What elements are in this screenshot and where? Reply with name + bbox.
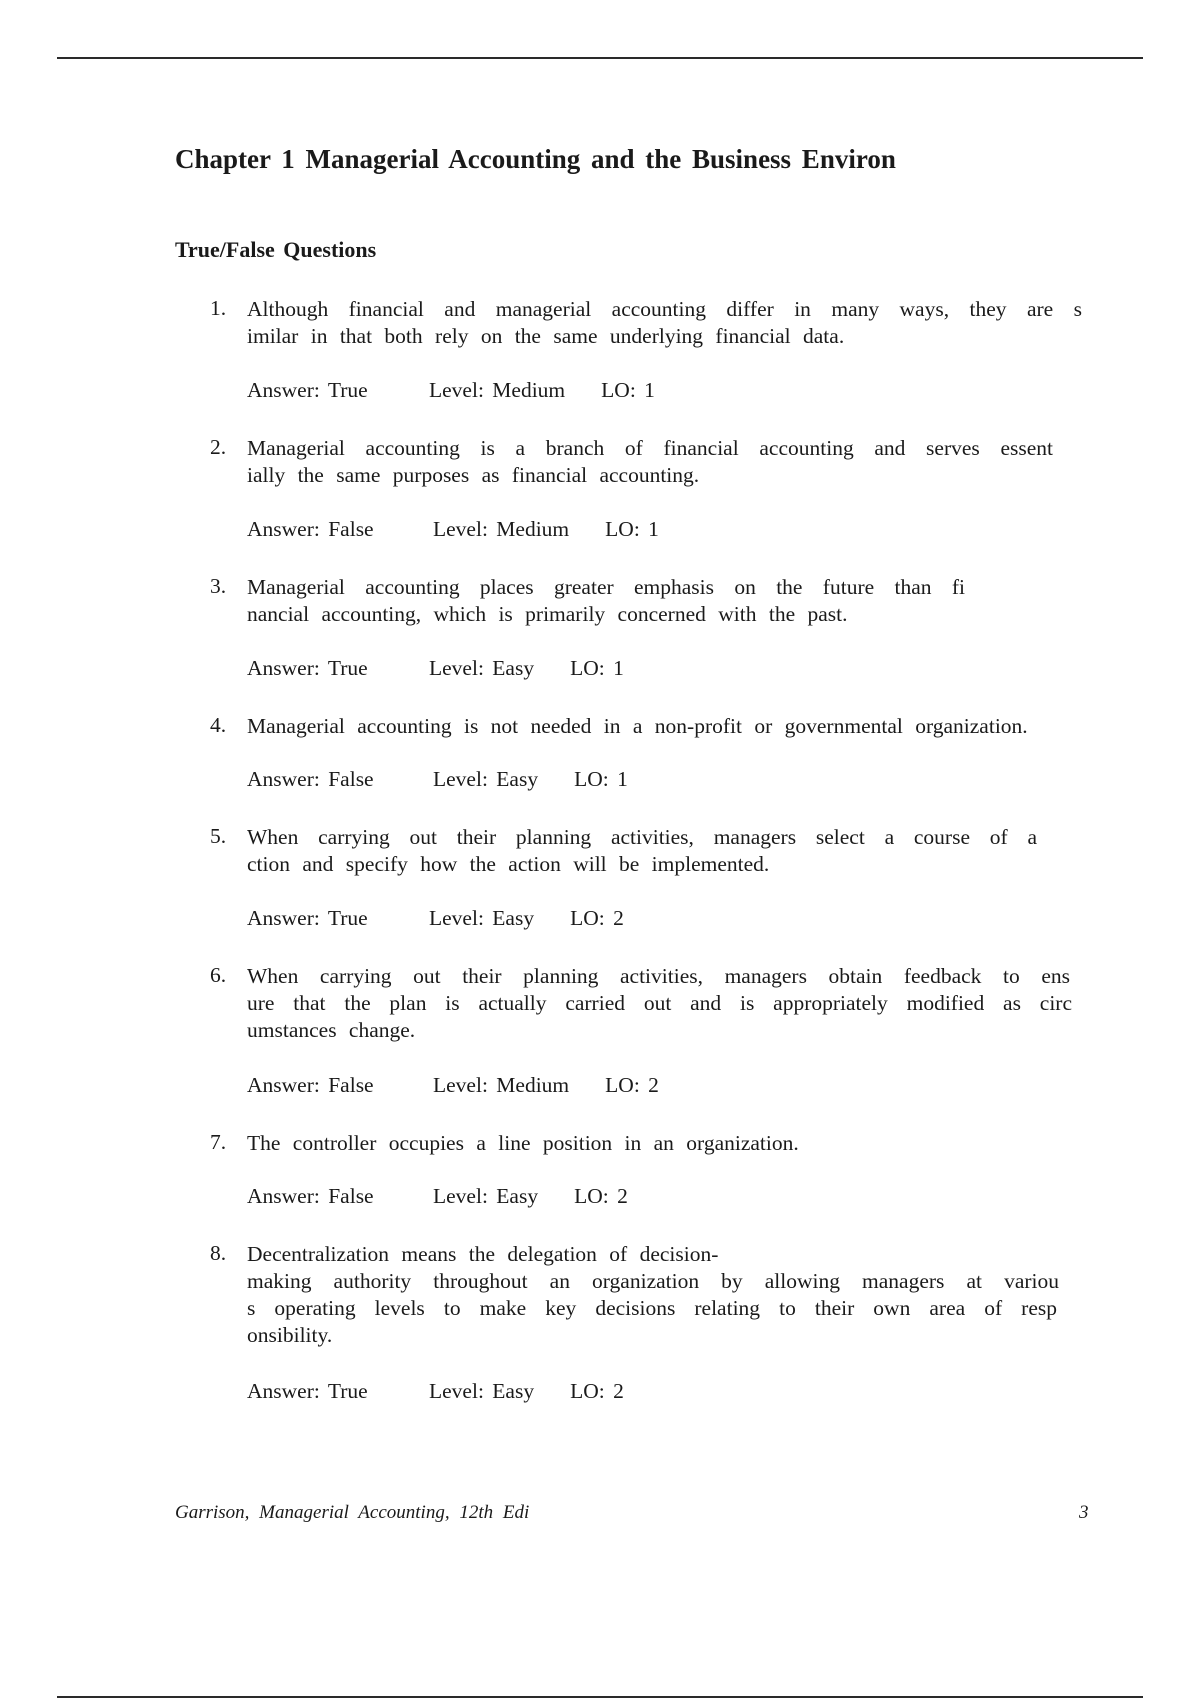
question-text — [247, 1130, 799, 1157]
answer-label: Answer: False — [247, 1184, 374, 1208]
lo-label: LO: 2 — [570, 906, 624, 930]
level-label: Level: Medium — [433, 1073, 570, 1097]
question-text — [247, 435, 1053, 489]
question-line: ure that the plan is actually carried out and is appropriately modified as circ — [247, 991, 1072, 1015]
question-number: 7. — [210, 1130, 227, 1154]
question-line: s operating levels to make key decisions relating to their own area of resp — [247, 1296, 1057, 1320]
level-label: Level: Medium — [429, 378, 566, 402]
lo-label: LO: 1 — [601, 378, 655, 402]
level-label: Level: Easy — [429, 906, 535, 930]
level-label: Level: Easy — [429, 656, 535, 680]
question-2-meta — [247, 517, 659, 542]
question-line: When carrying out their planning activities, managers select a course of a — [247, 825, 1037, 849]
level-label: Level: Easy — [433, 1184, 539, 1208]
lo-label: LO: 2 — [605, 1073, 659, 1097]
answer-label: Answer: False — [247, 767, 374, 791]
question-number: 5. — [210, 824, 227, 848]
top-rule — [57, 57, 1143, 59]
question-line: Managerial accounting is not needed in a non-profit or governmental organization. — [247, 714, 1028, 738]
bottom-rule — [57, 1696, 1143, 1698]
answer-label: Answer: True — [247, 1379, 368, 1403]
question-line: nancial accounting, which is primarily concerned with the past. — [247, 602, 848, 626]
lo-label: LO: 2 — [574, 1184, 628, 1208]
question-line: imilar in that both rely on the same underlying financial data. — [247, 324, 845, 348]
question-text — [247, 1241, 1059, 1349]
answer-label: Answer: True — [247, 656, 368, 680]
question-text — [247, 296, 1082, 350]
lo-label: LO: 1 — [570, 656, 624, 680]
level-label: Level: Easy — [433, 767, 539, 791]
answer-label: Answer: False — [247, 517, 374, 541]
question-line: When carrying out their planning activities, managers obtain feedback to ens — [247, 964, 1070, 988]
question-number: 6. — [210, 963, 227, 987]
question-number: 8. — [210, 1241, 227, 1265]
lo-label: LO: 2 — [570, 1379, 624, 1403]
lo-label: LO: 1 — [605, 517, 659, 541]
question-line: Although financial and managerial accounting differ in many ways, they are s — [247, 297, 1082, 321]
question-text — [247, 963, 1072, 1044]
question-number: 2. — [210, 435, 227, 459]
question-line: onsibility. — [247, 1323, 333, 1347]
question-number: 1. — [210, 296, 227, 320]
answer-label: Answer: False — [247, 1073, 374, 1097]
question-6-meta — [247, 1073, 659, 1098]
question-8-meta — [247, 1379, 624, 1404]
question-line: umstances change. — [247, 1018, 416, 1042]
question-text — [247, 713, 1028, 740]
question-line: making authority throughout an organization by allowing managers at variou — [247, 1269, 1059, 1293]
question-line: ially the same purposes as financial accounting. — [247, 463, 700, 487]
question-line: ction and specify how the action will be implemented. — [247, 852, 770, 876]
question-line: Managerial accounting is a branch of financial accounting and serves essent — [247, 436, 1053, 460]
footer-source: Garrison, Managerial Accounting, 12th Edi — [175, 1502, 530, 1523]
question-number: 4. — [210, 713, 227, 737]
section-heading: True/False Questions — [175, 237, 377, 262]
level-label: Level: Easy — [429, 1379, 535, 1403]
question-1-meta — [247, 378, 655, 403]
lo-label: LO: 1 — [574, 767, 628, 791]
question-text — [247, 574, 965, 628]
question-line: Managerial accounting places greater emphasis on the future than fi — [247, 575, 965, 599]
question-3-meta — [247, 656, 624, 681]
level-label: Level: Medium — [433, 517, 570, 541]
answer-label: Answer: True — [247, 378, 368, 402]
question-text — [247, 824, 1037, 878]
question-line: Decentralization means the delegation of decision- — [247, 1242, 719, 1266]
question-7-meta — [247, 1184, 628, 1209]
question-5-meta — [247, 906, 624, 931]
question-number: 3. — [210, 574, 227, 598]
question-4-meta — [247, 767, 628, 792]
page-number: 3 — [1079, 1502, 1089, 1523]
question-line: The controller occupies a line position in an organization. — [247, 1131, 799, 1155]
answer-label: Answer: True — [247, 906, 368, 930]
chapter-title: Chapter 1 Managerial Accounting and the Business Environ — [175, 144, 896, 174]
